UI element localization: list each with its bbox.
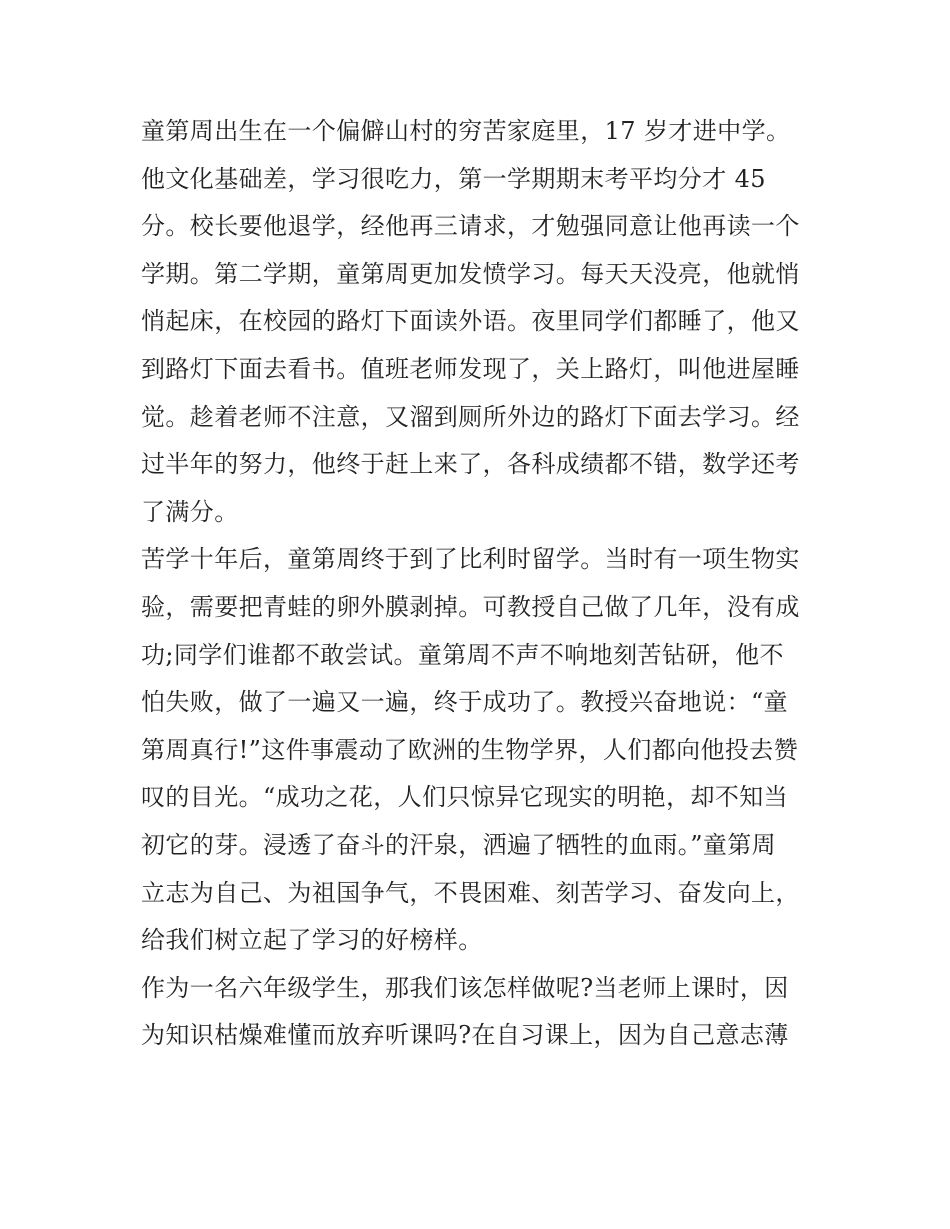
text-line: 初它的芽。浸透了奋斗的汗泉，洒遍了牺牲的血雨。”童第周 <box>141 830 777 859</box>
text-line: 为知识枯燥难懂而放弃听课吗?在自习课上，因为自己意志薄 <box>141 1021 789 1050</box>
text-line: 功;同学们谁都不敢尝试。童第周不声不响地刻苦钻研，他不 <box>141 640 784 669</box>
body-text <box>141 108 821 1060</box>
text-line: 怕失败，做了一遍又一遍，终于成功了。教授兴奋地说：“童 <box>141 688 789 717</box>
text-line: 苦学十年后，童第周终于到了比利时留学。当时有一项生物实 <box>141 545 800 574</box>
text-line: 立志为自己、为祖国争气，不畏困难、刻苦学习、奋发向上， <box>141 878 800 907</box>
text-line: 学期。第二学期，童第周更加发愤学习。每天天没亮，他就悄 <box>141 259 800 288</box>
text-line: 作为一名六年级学生，那我们该怎样做呢?当老师上课时，因 <box>141 973 789 1002</box>
text-line: 到路灯下面去看书。值班老师发现了，关上路灯，叫他进屋睡 <box>141 354 800 383</box>
text-line: 悄起床，在校园的路灯下面读外语。夜里同学们都睡了，他又 <box>141 307 800 336</box>
text-line: 童第周出生在一个偏僻山村的穷苦家庭里，17 岁才进中学。 <box>141 117 791 145</box>
text-line: 过半年的努力，他终于赶上来了，各科成绩都不错，数学还考 <box>141 450 800 479</box>
text-line: 叹的目光。“成功之花，人们只惊异它现实的明艳，却不知当 <box>141 783 789 812</box>
text-line: 他文化基础差，学习很吃力，第一学期期末考平均分才 45 <box>141 164 766 193</box>
text-line: 分。校长要他退学，经他再三请求，才勉强同意让他再读一个 <box>141 212 800 241</box>
text-line: 给我们树立起了学习的好榜样。 <box>141 926 483 955</box>
text-line: 验，需要把青蛙的卵外膜剥掉。可教授自己做了几年，没有成 <box>141 592 800 621</box>
text-line: 第周真行!”这件事震动了欧洲的生物学界，人们都向他投去赞 <box>141 735 799 764</box>
text-line: 了满分。 <box>141 497 239 526</box>
text-line: 觉。趁着老师不注意，又溜到厕所外边的路灯下面去学习。经 <box>141 402 800 431</box>
